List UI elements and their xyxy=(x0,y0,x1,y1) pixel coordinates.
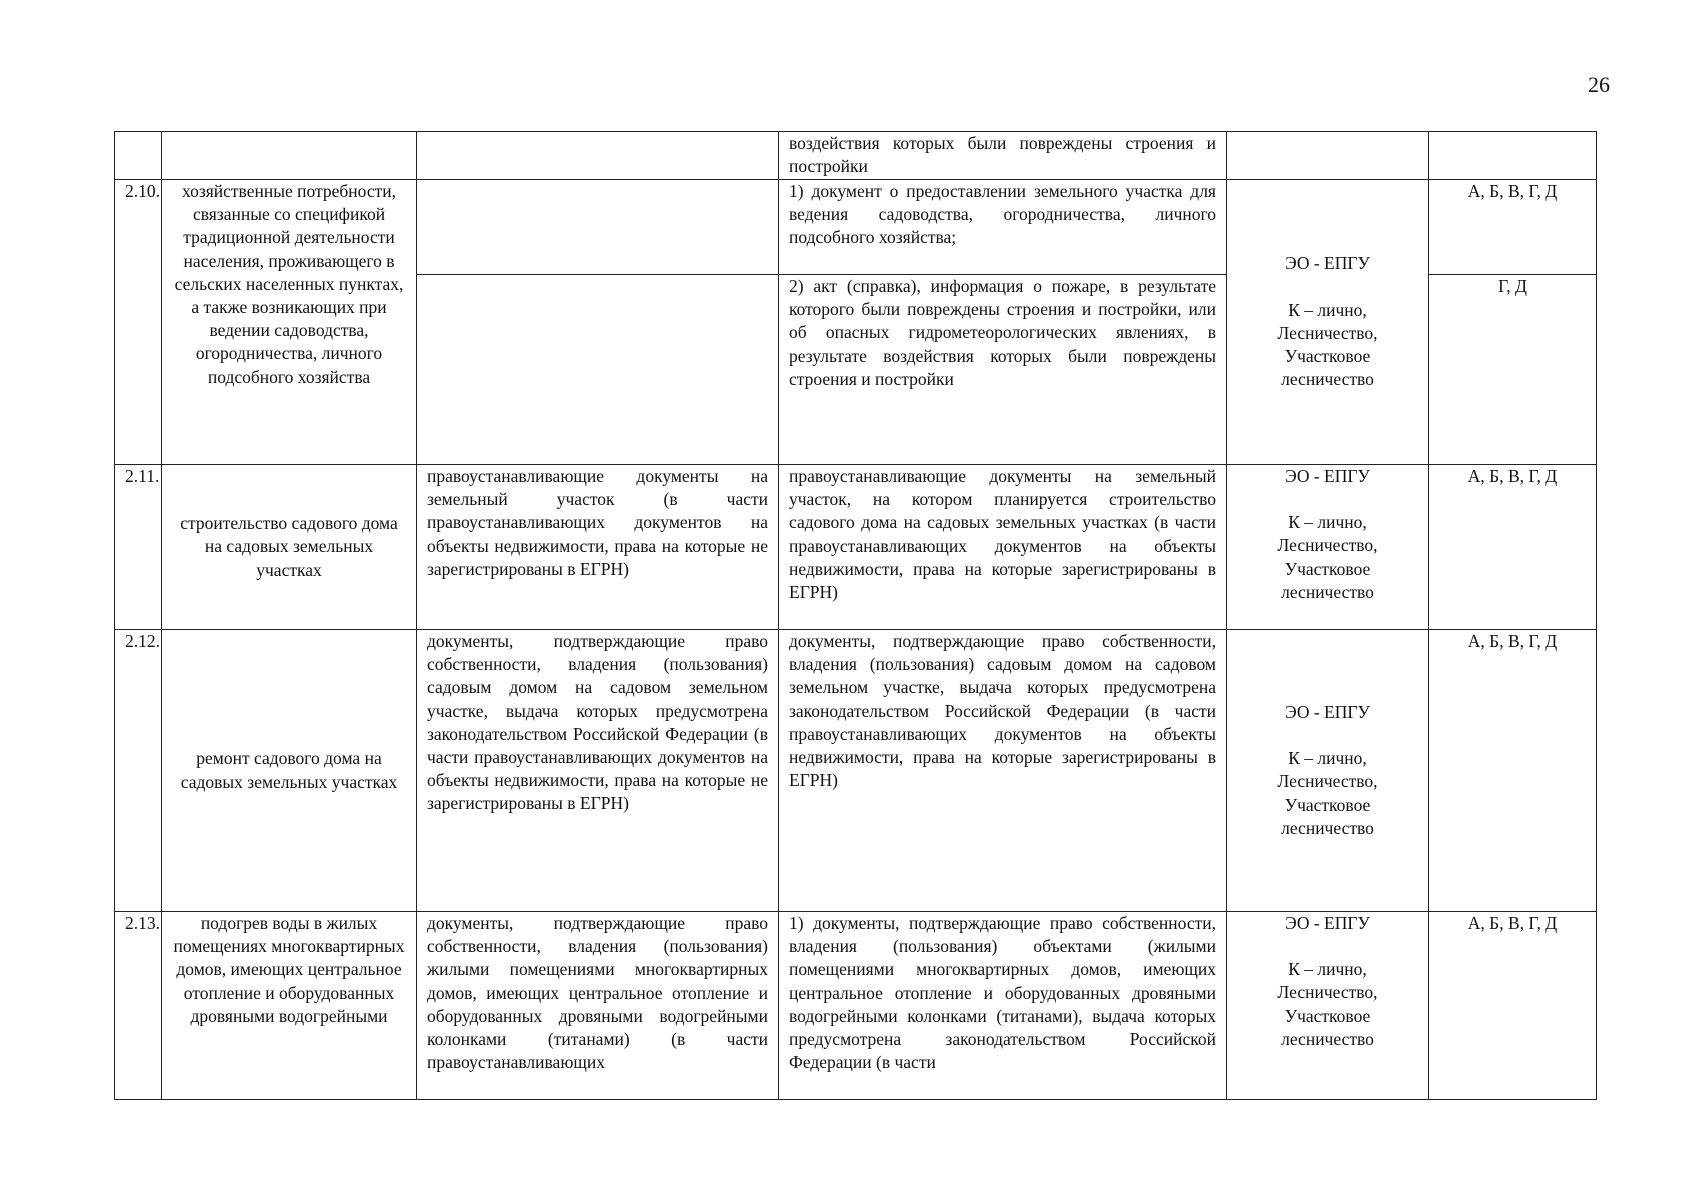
interagency-documents-cell: 1) документы, подтверждающие право собственности, владения (пользования) объектами (жилыми помещениями многоквартирных домов, имеющих центральное отопление и оборудованных дровяными водогрейными колонками (титанами), выдача которых предусмотрена законодательством Российской Федерации (в части xyxy=(779,912,1227,1100)
categories-cell: А, Б, В, Г, Д xyxy=(1429,465,1597,630)
categories-cell: А, Б, В, Г, Д xyxy=(1429,912,1597,1100)
required-documents-cell: документы, подтверждающие право собственности, владения (пользования) жилыми помещениями многоквартирных домов, имеющих центральное отопление и оборудованных дровяными водогрейными колонками (титанами) (в части правоустанавливающих xyxy=(417,912,779,1100)
documents-table xyxy=(114,131,1597,1100)
interagency-documents-cell: правоустанавливающие документы на земельный участок, на котором планируется строительство садового дома на садовых земельных участках (в части правоустанавливающих документов на объекты недвижимости, права на которые зарегистрированы в ЕГРН) xyxy=(779,465,1227,630)
purpose-cell: подогрев воды в жилых помещениях многоквартирных домов, имеющих центральное отопление и оборудованных дровяными водогрейными xyxy=(162,912,417,1100)
purpose-cell xyxy=(162,132,417,180)
interagency-documents-cell: 2) акт (справка), информация о пожаре, в результате которого были повреждены строения и постройки, или об опасных гидрометеорологических явлениях, в результате воздействия которых были повреждены строения и постройки xyxy=(779,275,1227,465)
row-number: 2.11. xyxy=(115,465,162,630)
table-row xyxy=(115,465,1597,630)
method-online: ЭО - ЕПГУ xyxy=(1285,913,1370,933)
interagency-documents-cell: 1) документ о предоставлении земельного участка для ведения садоводства, огородничества, личного подсобного хозяйства; xyxy=(779,180,1227,275)
required-documents-cell: документы, подтверждающие право собственности, владения (пользования) садовым домом на садовом земельном участке, выдача которых предусмотрена законодательством Российской Федерации (в части правоустанавливающих документов на объекты недвижимости, права на которые не зарегистрированы в ЕГРН) xyxy=(417,630,779,912)
interagency-documents-cell: документы, подтверждающие право собственности, владения (пользования) садовым домом на садовом земельном участке, выдача которых предусмотрена законодательством Российской Федерации (в части правоустанавливающих документов на объекты недвижимости, права на которые зарегистрированы в ЕГРН) xyxy=(779,630,1227,912)
row-number: 2.13. xyxy=(115,912,162,1100)
row-number: 2.12. xyxy=(115,630,162,912)
table-row xyxy=(115,180,1597,275)
categories-cell: А, Б, В, Г, Д xyxy=(1429,630,1597,912)
submission-method-cell xyxy=(1227,180,1429,465)
table-row xyxy=(115,912,1597,1100)
method-offline: К – лично, Лесничество, Участковое лесничество xyxy=(1277,748,1378,838)
submission-method-cell xyxy=(1227,132,1429,180)
submission-method-cell xyxy=(1227,912,1429,1100)
purpose-cell: ремонт садового дома на садовых земельных участках xyxy=(162,630,417,912)
method-online: ЭО - ЕПГУ xyxy=(1285,701,1370,722)
required-documents-cell xyxy=(417,132,779,180)
purpose-cell: строительство садового дома на садовых земельных участках xyxy=(162,465,417,630)
categories-cell xyxy=(1429,132,1597,180)
method-offline: К – лично, Лесничество, Участковое лесничество xyxy=(1277,299,1378,390)
required-documents-cell xyxy=(417,180,779,275)
purpose-cell: хозяйственные потребности, связанные со спецификой традиционной деятельности населения, проживающего в сельских населенных пунктах, а также возникающих при ведении садоводства, огородничества, личного подсобного хозяйства xyxy=(162,180,417,465)
row-number xyxy=(115,132,162,180)
method-online: ЭО - ЕПГУ xyxy=(1285,466,1370,486)
submission-method-cell xyxy=(1227,465,1429,630)
row-number: 2.10. xyxy=(115,180,162,465)
table-row xyxy=(115,132,1597,180)
table-row xyxy=(115,630,1597,912)
submission-method-cell xyxy=(1227,630,1429,912)
page-number: 26 xyxy=(1588,72,1610,97)
required-documents-cell xyxy=(417,275,779,465)
categories-cell: А, Б, В, Г, Д xyxy=(1429,180,1597,275)
required-documents-cell: правоустанавливающие документы на земельный участок (в части правоустанавливающих документов на объекты недвижимости, права на которые не зарегистрированы в ЕГРН) xyxy=(417,465,779,630)
interagency-documents-cell: воздействия которых были повреждены строения и постройки xyxy=(779,132,1227,180)
method-online: ЭО - ЕПГУ xyxy=(1285,253,1370,274)
method-offline: К – лично, Лесничество, Участковое лесничество xyxy=(1277,512,1378,602)
categories-cell: Г, Д xyxy=(1429,275,1597,465)
method-offline: К – лично, Лесничество, Участковое лесничество xyxy=(1277,959,1378,1049)
